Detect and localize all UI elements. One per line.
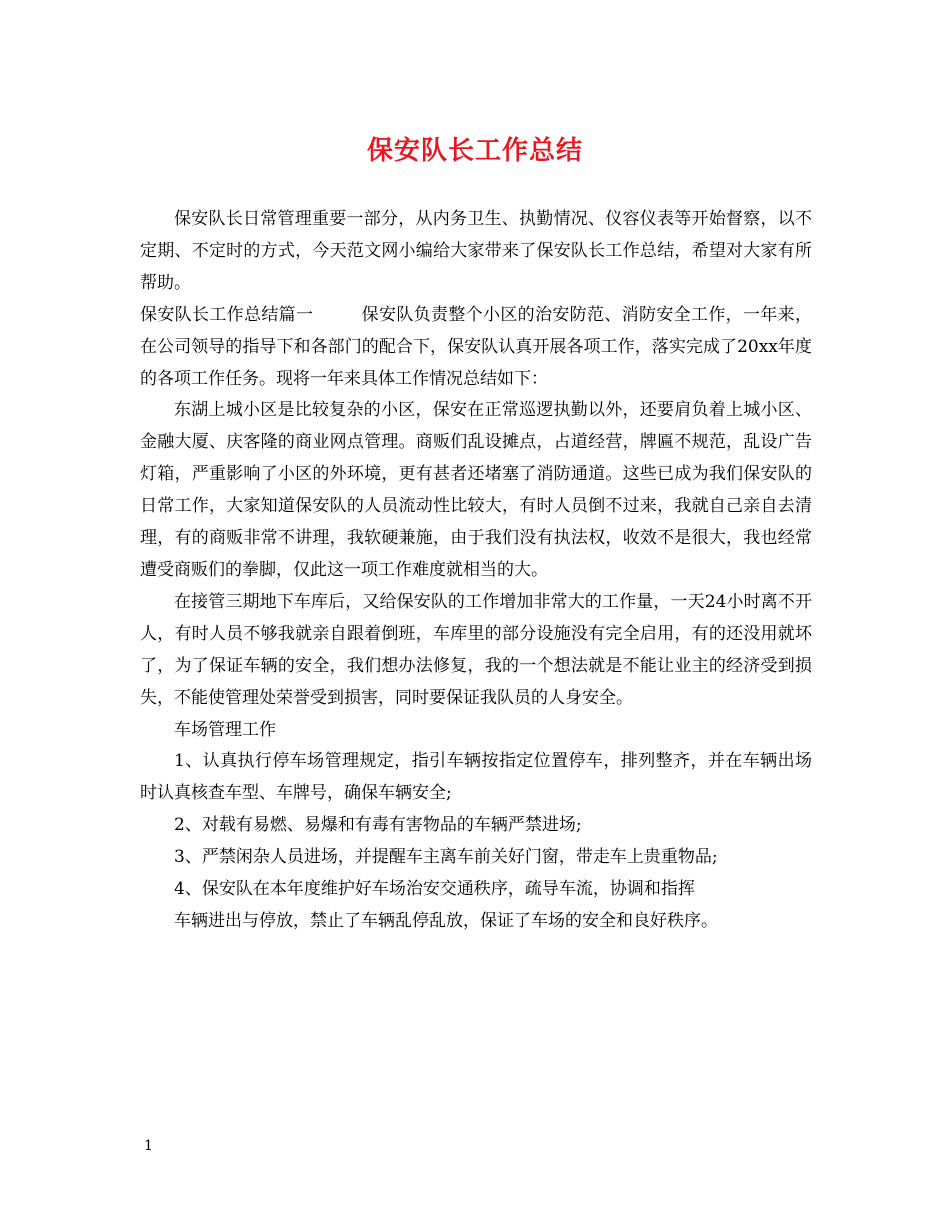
list-item-4: 4、保安队在本年度维护好车场治安交通秩序，疏导车流，协调和指挥	[174, 879, 695, 900]
heading-parking-management: 车场管理工作	[174, 719, 276, 740]
section-paragraph	[140, 300, 812, 396]
paragraph-underground-garage: 在接管三期地下车库后，又给保安队的工作增加非常大的工作量，一天24小时离不开人，有时人员不够我就亲自跟着倒班，车库里的部分设施没有完全启用，有的还没用就坏了，为了保证车辆的安全，我们想办法修复，我的一个想法就是不能让业主的经济受到损失，不能使管理处荣誉受到损害，同时要保证我队员的人身安全。	[140, 591, 812, 708]
list-item-1: 1、认真执行停车场管理规定，指引车辆按指定位置停车，排列整齐，并在车辆出场时认真核查车型、车牌号，确保车辆安全;	[140, 751, 812, 804]
section-label: 保安队长工作总结篇一	[140, 304, 314, 325]
section-text: 保安队负责整个小区的治安防范、消防安全工作，一年来，在公司领导的指导下和各部门的配合下，保安队认真开展各项工作，落实完成了20xx年度的各项工作任务。现将一年来具体工作情况总结如下：	[140, 304, 813, 389]
intro-paragraph: 保安队长日常管理重要一部分，从内务卫生、执勤情况、仪容仪表等开始督察，以不定期、不定时的方式，今天范文网小编给大家带来了保安队长工作总结，希望对大家有所帮助。	[140, 209, 812, 293]
document-body	[140, 204, 812, 938]
list-item-2: 2、对载有易燃、易爆和有毒有害物品的车辆严禁进场;	[174, 815, 582, 836]
paragraph-commercial-management: 东湖上城小区是比较复杂的小区，保安在正常巡逻执勤以外，还要肩负着上城小区、金融大厦、庆客隆的商业网点管理。商贩们乱设摊点，占道经营，牌匾不规范，乱设广告灯箱，严重影响了小区的外环境，更有甚者还堵塞了消防通道。这些已成为我们保安队的日常工作，大家知道保安队的人员流动性比较大，有时人员倒不过来，我就自己亲自去清理，有的商贩非常不讲理，我软硬兼施，由于我们没有执法权，收效不是很大，我也经常遭受商贩们的拳脚，仅此这一项工作难度就相当的大。	[140, 400, 812, 580]
page-number: 1	[144, 1138, 153, 1154]
document-title: 保安队长工作总结	[366, 136, 583, 166]
list-item-4-continuation: 车辆进出与停放，禁止了车辆乱停乱放，保证了车场的安全和良好秩序。	[174, 910, 718, 931]
list-item-3: 3、严禁闲杂人员进场，并提醒车主离车前关好门窗，带走车上贵重物品;	[174, 847, 718, 868]
